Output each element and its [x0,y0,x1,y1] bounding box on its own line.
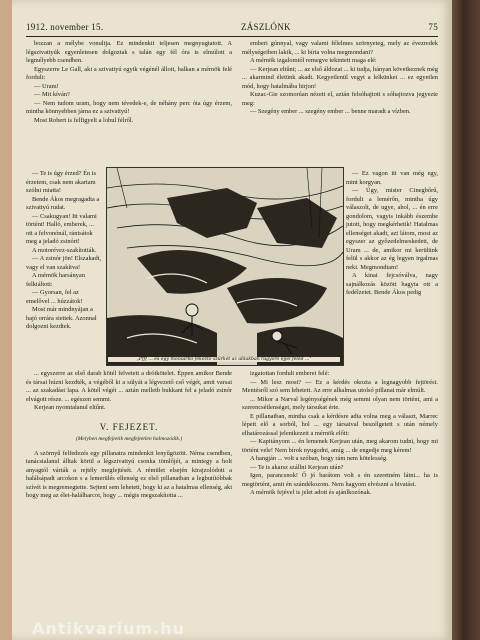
paragraph: — Mi lesz most? — Ez a kérdés okozta a legnagyobb fejtörést. Mentésről szó sem lehetett. Az erre alkalmas utolsó pillanat már elmúlt. [242,378,438,394]
paragraph: Bende Ákos megragadta a szivattyú rudat. [26,195,100,211]
paragraph: — Kerjean eltűnt; ... az első áldozat ... ki tudja, hányan következnek még ... akarmind életünk akadt. Kegyetlenül vegyt a lelkünket ... ez egyetlen mód, hogy hatalmába hirjon! [242,65,438,90]
header-page-number: 75 [428,22,438,32]
book-spine [452,0,480,640]
chapter-subtitle: (Melyben megfejtetik megfejtetlen halmozódik.) [75,436,183,442]
paragraph: Igen, parancsnok! Ő jó barátom volt s én szeretném látni... ha is megtörtént, amit én szándékozom. Nem hagyom elvészni a hivatást. [242,472,438,488]
paragraph: A mérnök izgalomtól remegve tekintett maga elé: [250,57,377,64]
chapter-heading: V. FEJEZET. [99,421,159,432]
paragraph: — Uram! [34,82,59,90]
paragraph: ... Mikor a Narval legénységének még semmi olyan nem történt, ami a szerencsétlenséget, mely társukat érte. [242,395,438,411]
paragraph: A kinai fejcsóválva, nagy sajnálkozás között hagyta ott a fedélzetet. Bende Ákos pedig [346,272,438,296]
paragraph: Egyszerre Le Gall, aki a szivattyú egyik végénél állott, halkan a mérnök felé fordult: [26,65,232,81]
left-column-bottom [26,370,232,501]
paragraph: Most Robert is felfigyelt a lobul félről. [34,116,134,124]
left-narrow-column [26,170,102,332]
paragraph: — Gyorsan, fel az emelővel ... húzzátok! [26,289,83,305]
paragraph: Most már mindnyájan a hajó orrára siettek. Azonnal dolgozni kezdtek. [26,306,97,330]
header-title: ZÁSZLÓNK [240,22,291,32]
illustration [106,167,344,366]
paragraph: — Mit kíván? [34,91,70,98]
paragraph: — Ez vagon itt van még egy, mint korgyan. [346,170,438,186]
paragraph: izgatottan fordult emberei felé: [250,370,330,377]
paragraph: E pillanatban, mintha csak a kérdésre adta volna meg a választ, Marrec lépett elő a sorból, hol ... egy társaival beszélgetett s után némely elhatározással jelentkezett a mérnök előtt: [242,412,438,437]
paragraph: — A zsinór jön! Elszakadt, vagy el van szakítva! [26,255,102,271]
paragraph: A mérnök harsányan felkiáltott: [26,272,85,288]
paragraph: — Te is úgy érzed? Én is érzetem, csak nem akartam szólni miatta! [26,170,97,194]
page [12,0,452,640]
underwater-scene-illustration [107,168,343,365]
paragraph: A hangján ... volt a szóban, hogy rám nem kötelesség. [250,455,388,462]
left-column-top [26,40,232,125]
right-column-bottom [242,370,438,498]
paragraph: A szörnyű felfedezés egy pillanatra mindenkit lenyűgözött. Néma csendben, tanácstalanul álltak körül a légszivattyú csonka tömlőjét, a mintegy a holt anyagtól várták a rejtély megfejtését. A rémület elsején kirajzolódott a halálsápadt arcokon s a lemerülés ellenség ez első pillanatban a legbutítóbbak szívét is megremegtette. Sejteni sem lehetett, hogy ki az a hatalmas ellenség, aki hogy meg az élet-halálharcot, hogy ... mégis megszakította ... [26,449,232,499]
paragraph: Kerjean nyomtalanul eltűnt. [34,404,106,411]
header-date: 1912. november 15. [26,22,104,32]
paragraph: — Szegény ember ... szegény ember ... benne maradt a vízben. [250,108,411,115]
paragraph: — Te is akarsz szállni Kerjean után? [250,463,344,471]
paragraph: emberi gúnnyal, vagy valami félelmes szörnyeteg, mely az évezredek mélységeiben lakik, ... ki bírta volna megmondani? [242,40,438,56]
right-column-top [242,40,438,117]
watermark: Antikvarium.hu [32,619,186,638]
right-narrow-column [346,170,438,298]
paragraph: — Csakugyan! Itt valami történt! Halló, emberek, ... ott a felvonónál, rántsátok meg a jeladó zsinórt! [26,212,97,245]
paragraph: ... egyszerre az első darab kötél felvetett a drótkötelet. Éppen amikor Bende és társai húzni kezdték, a végéből ki a súlyát a légvezető cső végét, amit varsai ... az szakadást lapa. A kötél végét ... aztán melletb bukkant fel a jeladó zsinór elvágott része. ... egészen semmi. [26,370,232,403]
paragraph: bozzan a mélybe vonultja. Ez mindenkit teljesen megnyugtatott. A légszivattyúk egyenletesen dolgoztak s talán egy fél óra is elmúlott a legmélyebb csendben. [26,40,232,64]
paragraph: — Úgy, mister Cinegbőrű, fordult a lemérőn, mintha úgy válaszolt, de ugye, ahol, ... én erre gondolom, vagyis inkább észembe jutott, hogy megkérhetik! Hatalmas ellenséget akadt, azt látom, most az egyszer az győzedelmeskedett, de Uram ... de, amikor mi kerülünk felül s akkor az ég legyen irgalmas neki. Megmondtam! [346,187,438,271]
paragraph: Kuzac-Gie szomorúan nézett el, aztán felsóhajtott s sóhajtozva jegyezte meg: [242,91,438,107]
paragraph: — Nem tudom uram, hogy nem tévedek-e, de néhány perc óta úgy érzem, mintha könnyebben járna ez a szivattyú! [26,99,232,115]
paragraph: — Kapitányom ... én lemenek Kerjean után, meg akarom tudni, hogy mi történt vele! Nem bírok nyugodni, amíg ... de engedje meg kérem! [242,438,438,454]
illustration-caption: „Pfff ... és egy mocsárbó fékezte szürkét az ablakban ragyoró éjjel feléd ..." [108,357,340,362]
paragraph: A mérnök fejével is jelet adott és ajánlkozónak. [250,489,372,496]
page-header [26,18,438,37]
paragraph: A motorévez-szakították. [32,246,97,254]
